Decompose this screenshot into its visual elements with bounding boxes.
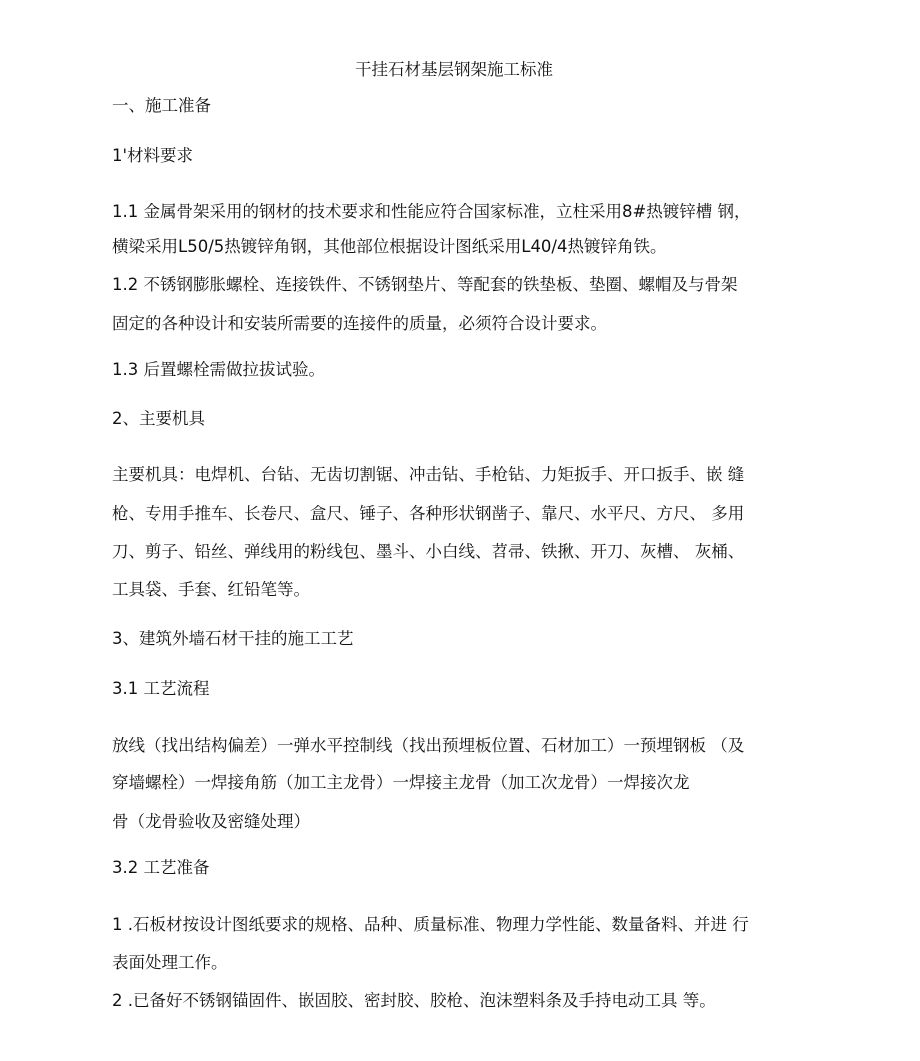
flow-paragraph-line-1: 放线（找出结构偏差）一弹水平控制线（找出预埋板位置、石材加工）一预埋钢板 （及 [112, 736, 745, 755]
paragraph-1-3: 1.3 后置螺栓需做拉拔试验。 [112, 360, 325, 379]
paragraph-1-2-line-1: 1.2 不锈钢膨胀螺栓、连接铁件、不锈钢垫片、等配套的铁垫板、垫圈、螺帽及与骨架 [112, 275, 738, 294]
section-heading-process: 3、建筑外墙石材干挂的施工工艺 [112, 629, 354, 648]
flow-paragraph-line-3: 骨（龙骨验收及密缝处理） [112, 812, 310, 831]
subsection-heading-preparation: 3.2 工艺准备 [112, 858, 210, 877]
paragraph-1-1-line-1: 1.1 金属骨架采用的钢材的技术要求和性能应符合国家标准，立柱采用8#热镀锌槽 钢， [112, 202, 751, 221]
flow-paragraph-line-2: 穿墙螺栓）一焊接角筋（加工主龙骨）一焊接主龙骨（加工次龙骨）一焊接次龙 [112, 773, 690, 792]
section-heading-preparation: 一、施工准备 [112, 96, 211, 115]
tools-paragraph-line-2: 枪、专用手推车、长卷尺、盒尺、锤子、各种形状钢凿子、靠尺、水平尺、方尺、 多用 [112, 504, 745, 523]
tools-paragraph-line-4: 工具袋、手套、红铅笔等。 [112, 580, 310, 599]
subsection-heading-flow: 3.1 工艺流程 [112, 679, 210, 698]
section-heading-tools: 2、主要机具 [112, 409, 205, 428]
paragraph-1-1-line-2: 横梁采用L50/5热镀锌角钢，其他部位根据设计图纸采用L40/4热镀锌角铁。 [112, 237, 667, 256]
subsection-heading-materials: 1'材料要求 [112, 146, 194, 165]
tools-paragraph-line-1: 主要机具：电焊机、台钻、无齿切割锯、冲击钻、手枪钻、力矩扳手、开口扳手、嵌 缝 [112, 465, 745, 484]
prep-item-1-line-1: 1 .石板材按设计图纸要求的规格、品种、质量标准、物理力学性能、数量备料、并进 行 [112, 915, 749, 934]
document-title: 干挂石材基层钢架施工标准 [355, 60, 553, 79]
tools-paragraph-line-3: 刀、剪子、铅丝、弹线用的粉线包、墨斗、小白线、苕帚、铁揪、开刀、灰槽、 灰桶、 [112, 542, 745, 561]
prep-item-1-line-2: 表面处理工作。 [112, 953, 228, 972]
prep-item-2: 2 .已备好不锈钢锚固件、嵌固胶、密封胶、胶枪、泡沫塑料条及手持电动工具 等。 [112, 991, 716, 1010]
paragraph-1-2-line-2: 固定的各种设计和安装所需要的连接件的质量，必须符合设计要求。 [112, 314, 607, 333]
